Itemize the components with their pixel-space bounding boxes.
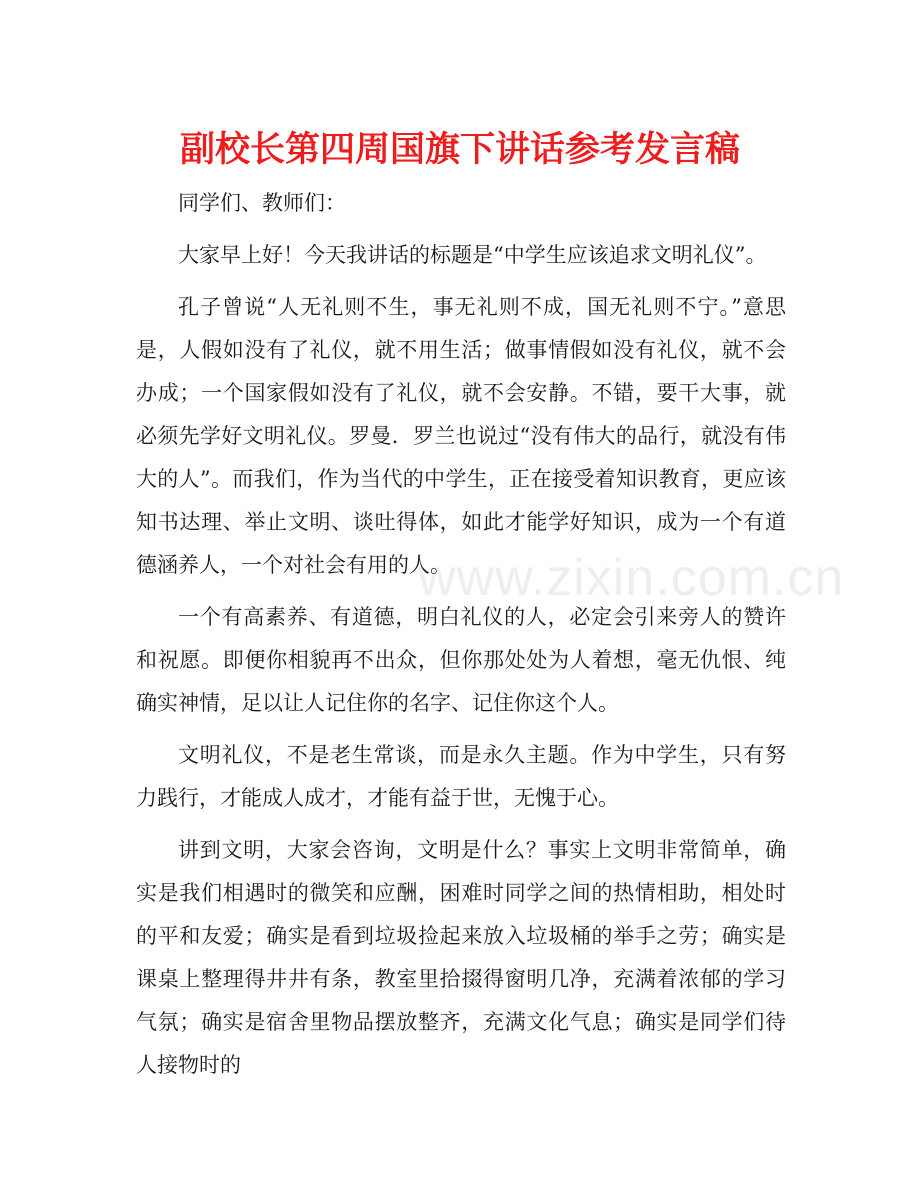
paragraph-opening: 大家早上好！今天我讲话的标题是“中学生应该追求文明礼仪”。 bbox=[178, 243, 767, 267]
paragraph-what-is-civility: 讲到文明，大家会咨询，文明是什么？事实上文明非常简单，确实是我们相遇时的微笑和应酬，困难时同学之间的热情相助，相处时的平和友爱；确实是看到垃圾捡起来放入垃圾桶的举手之劳；确实是课桌上整理得井井有条，教室里拾掇得窗明几净，充满着浓郁的学习气氛；确实是宿舍里物品摆放整齐，充满文化气息；确实是同学们待人接物时的 bbox=[136, 838, 786, 1077]
document-body bbox=[136, 182, 786, 1096]
paragraph-virtue: 一个有高素养、有道德，明白礼仪的人，必定会引来旁人的赞许和祝愿。即便你相貌再不出众，但你那处处为人着想，毫无仇恨、纯确实神情，足以让人记住你的名字、记住你这个人。 bbox=[136, 605, 786, 715]
paragraph-theme: 文明礼仪，不是老生常谈，而是永久主题。作为中学生，只有努力践行，才能成人成才，才能有益于世，无愧于心。 bbox=[136, 743, 786, 810]
paragraph-greeting: 同学们、教师们： bbox=[178, 191, 346, 215]
document-title: 副校长第四周国旗下讲话参考发言稿 bbox=[179, 130, 740, 170]
paragraph-confucius: 孔子曾说“人无礼则不生，事无礼则不成，国无礼则不宁。”意思是，人假如没有了礼仪，就不用生活；做事情假如没有礼仪，就不会办成；一个国家假如没有了礼仪，就不会安静。不错，要干大事，就必须先学好文明礼仪。罗曼．罗兰也说过“没有伟大的品行，就没有伟大的人”。而我们，作为当代的中学生，正在接受着知识教育，更应该知书达理、举止文明、谈吐得体，如此才能学好知识，成为一个有道德涵养人，一个对社会有用的人。 bbox=[136, 295, 786, 577]
watermark: www.zixin.com.cn bbox=[418, 549, 845, 607]
